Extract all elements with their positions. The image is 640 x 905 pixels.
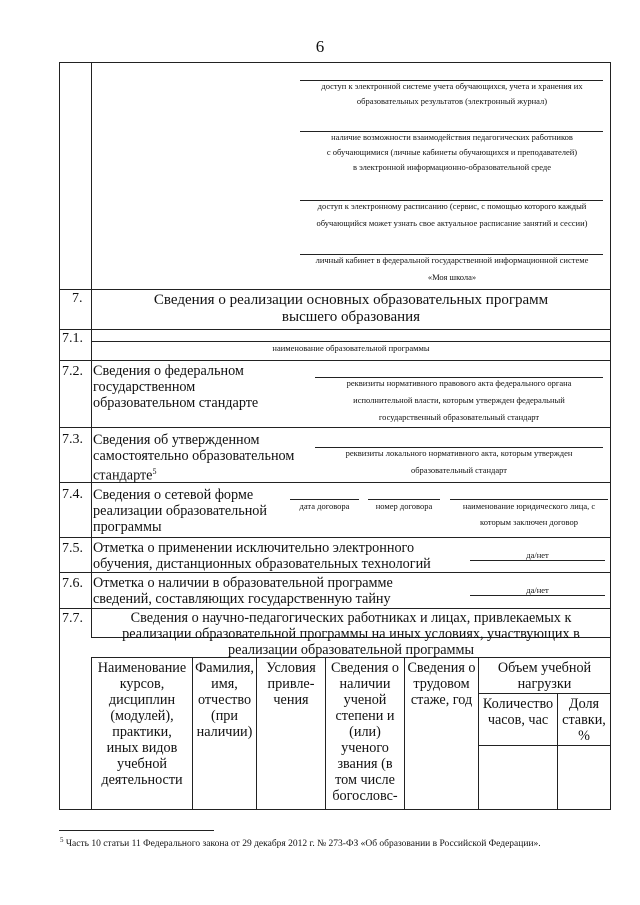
section-7-6-label: Отметка о наличии в образовательной программе сведений, составляющих государственную тайну xyxy=(93,575,393,607)
caption-contract-number: номер договора xyxy=(375,501,433,511)
section-7-3-number: 7.3. xyxy=(62,432,83,447)
caption-legal-entity: наименование юридического лица, с которым заключен договор xyxy=(462,501,596,527)
section-7-1-number: 7.1. xyxy=(62,331,83,346)
section-7-2-number: 7.2. xyxy=(62,364,83,379)
caption-electronic-schedule: доступ к электронному расписанию (сервис, с помощью которого каждый обучающийся может узнать свое актуальное расписание занятий и сессии) xyxy=(316,201,588,228)
caption-yes-no-secret: да/нет xyxy=(526,585,549,595)
col-header-degree: Сведения о наличии ученой степени и (или) ученого звания (в том числе богословс- xyxy=(330,660,400,804)
footnote: $^5$ Часть 10 статьи 11 Федерального закона от 29 декабря 2012 г. № 273-ФЗ «Об образовании в Российской Федерации». xyxy=(60,836,541,850)
page-number: 6 xyxy=(315,37,325,56)
section-7-5-number: 7.5. xyxy=(62,541,83,556)
section-7-number: 7. xyxy=(72,291,83,306)
col-header-courses: Наименование курсов, дисциплин (модулей), практики, иных видов учебной деятельности xyxy=(97,660,187,788)
col-header-experience: Сведения о трудовом стаже, год xyxy=(407,660,476,708)
section-7-6-number: 7.6. xyxy=(62,576,83,591)
col-header-workload: Объем учебной нагрузки xyxy=(497,660,592,692)
caption-electronic-journal: доступ к электронной системе учета обучающихся, учета и хранения их образовательных результатов (электронный журнал) xyxy=(321,81,583,106)
section-7-2-label: Сведения о федеральном государственном образовательном стандарте xyxy=(93,363,259,411)
col-header-conditions: Условия привле- чения xyxy=(266,660,316,708)
footnote-reference: 5 xyxy=(152,467,157,476)
section-7-title: Сведения о реализации основных образовательных программ высшего образования xyxy=(153,292,549,325)
section-7-4-label: Сведения о сетевой форме реализации образовательной программы xyxy=(93,487,267,535)
caption-yes-no-electronic: да/нет xyxy=(526,550,549,560)
caption-personal-cabinets: наличие возможности взаимодействия педагогических работников с обучающимися (личные кабинеты обучающихся и преподавателей) в электронной информационно-образовательной среде xyxy=(326,132,578,172)
section-7-5-label: Отметка о применении исключительно электронного обучения, дистанционных образовательных технологий xyxy=(93,540,431,572)
caption-local-standard: реквизиты локального нормативного акта, которым утвержден образовательный стандарт xyxy=(345,448,573,475)
section-7-3-label: Сведения об утвержденном самостоятельно образовательном стандарте$^5$ xyxy=(93,432,295,484)
col-header-hours: Количество часов, час xyxy=(482,696,554,728)
section-7-7-number: 7.7. xyxy=(62,611,83,626)
caption-my-school: личный кабинет в федеральной государственной информационной системе «Моя школа» xyxy=(315,255,589,282)
col-header-rate-share: Доля ставки, % xyxy=(562,696,606,744)
section-7-4-number: 7.4. xyxy=(62,487,83,502)
caption-program-name: наименование образовательной программы xyxy=(272,343,430,353)
caption-contract-date: дата договора xyxy=(299,501,350,511)
col-header-full-name: Фамилия, имя, отчество (при наличии) xyxy=(195,660,254,740)
section-7-7-title: Сведения о научно-педагогических работниках и лицах, привлекаемых к реализации образовательной программы на иных условиях, участвующих в реализации образовательной программы xyxy=(122,610,580,658)
caption-federal-standard: реквизиты нормативного правового акта федерального органа исполнительной власти, которым утвержден федеральный государственный образовательный стандарт xyxy=(346,378,572,422)
